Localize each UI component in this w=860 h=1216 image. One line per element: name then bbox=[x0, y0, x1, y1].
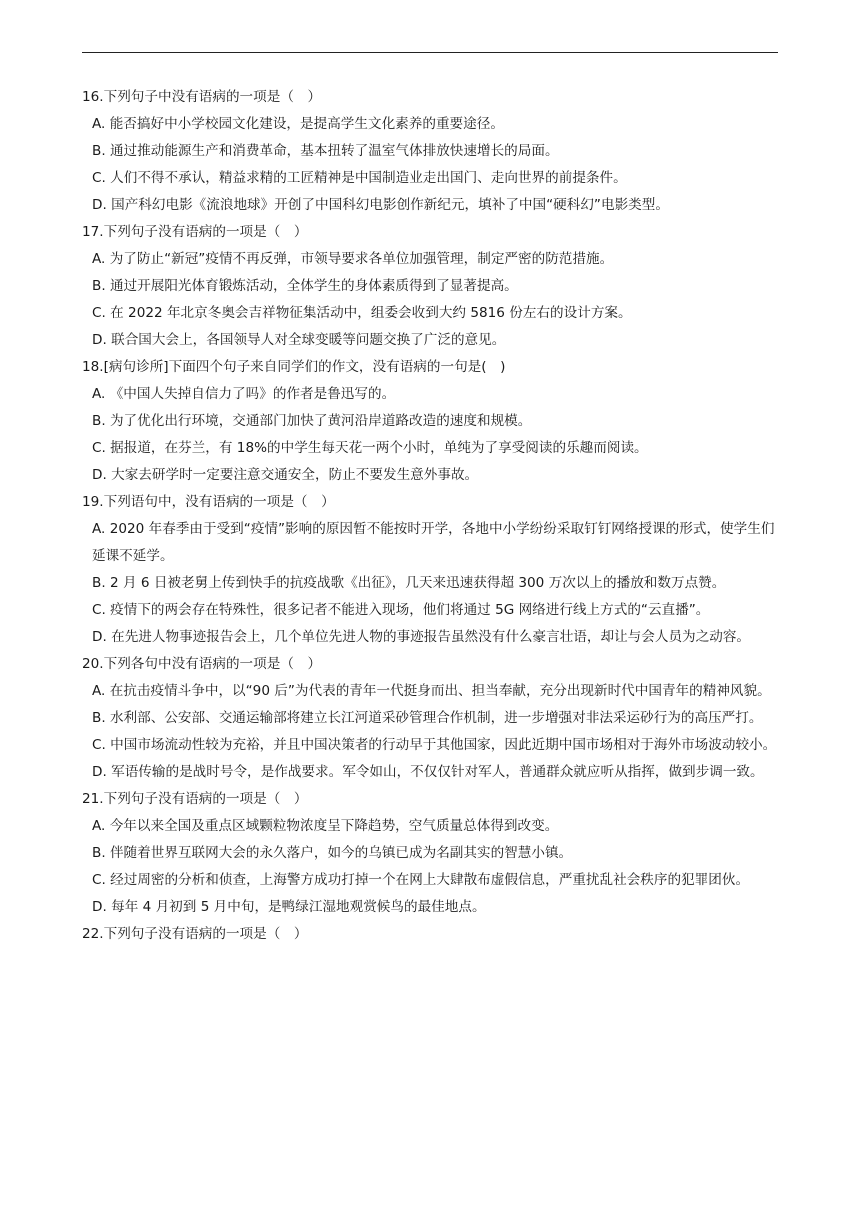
question-stem: 22.下列句子没有语病的一项是（ ） bbox=[82, 926, 308, 942]
option-a: A. 2020 年春季由于受到“疫情”影响的原因暂不能按时开学，各地中小学纷纷采取钉钉网络授课的形式，使学生们延课不延学。 bbox=[92, 521, 775, 564]
question-20 bbox=[82, 651, 782, 786]
option-d: D. 军语传输的是战时号令，是作战要求。军令如山，不仅仅针对军人，普通群众就应听从指挥，做到步调一致。 bbox=[92, 764, 764, 780]
option-a: A. 为了防止“新冠”疫情不再反弹，市领导要求各单位加强管理，制定严密的防范措施。 bbox=[92, 251, 614, 267]
option-d: D. 大家去研学时一定要注意交通安全，防止不要发生意外事故。 bbox=[92, 467, 479, 483]
option-b: B. 水利部、公安部、交通运输部将建立长江河道采砂管理合作机制，进一步增强对非法采运砂行为的高压严打。 bbox=[92, 710, 763, 726]
option-b: B. 为了优化出行环境，交通部门加快了黄河沿岸道路改造的速度和规模。 bbox=[92, 413, 532, 429]
question-stem: 20.下列各句中没有语病的一项是（ ） bbox=[82, 656, 322, 672]
option-c: C. 在 2022 年北京冬奥会吉祥物征集活动中，组委会收到大约 5816 份左右的设计方案。 bbox=[92, 305, 632, 321]
option-d: D. 在先进人物事迹报告会上，几个单位先进人物的事迹报告虽然没有什么豪言壮语，却让与会人员为之动容。 bbox=[92, 629, 751, 645]
question-stem: 16.下列句子中没有语病的一项是（ ） bbox=[82, 89, 322, 105]
question-21 bbox=[82, 786, 782, 921]
option-c: C. 疫情下的两会存在特殊性，很多记者不能进入现场，他们将通过 5G 网络进行线上方式的“云直播”。 bbox=[92, 602, 710, 618]
option-c: C. 经过周密的分析和侦查，上海警方成功打掉一个在网上大肆散布虚假信息，严重扰乱社会秩序的犯罪团伙。 bbox=[92, 872, 750, 888]
question-list bbox=[82, 84, 782, 948]
question-stem: 19.下列语句中，没有语病的一项是（ ） bbox=[82, 494, 335, 510]
option-a: A. 在抗击疫情斗争中，以“90 后”为代表的青年一代挺身而出、担当奉献，充分出现新时代中国青年的精神风貌。 bbox=[92, 683, 771, 699]
option-a: A. 《中国人失掉自信力了吗》的作者是鲁迅写的。 bbox=[92, 386, 396, 402]
question-stem: 21.下列句子没有语病的一项是（ ） bbox=[82, 791, 308, 807]
option-b: B. 2 月 6 日被老舅上传到快手的抗疫战歌《出征》，几天来迅速获得超 300 万次以上的播放和数万点赞。 bbox=[92, 575, 726, 591]
option-d: D. 国产科幻电影《流浪地球》开创了中国科幻电影创作新纪元，填补了中国“硬科幻”电影类型。 bbox=[92, 197, 669, 213]
option-a: A. 能否搞好中小学校园文化建设，是提高学生文化素养的重要途径。 bbox=[92, 116, 504, 132]
question-22 bbox=[82, 921, 782, 948]
option-b: B. 通过开展阳光体育锻炼活动，全体学生的身体素质得到了显著提高。 bbox=[92, 278, 518, 294]
option-c: C. 中国市场流动性较为充裕，并且中国决策者的行动早于其他国家，因此近期中国市场相对于海外市场波动较小。 bbox=[92, 737, 777, 753]
option-d: D. 每年 4 月初到 5 月中旬，是鸭绿江湿地观赏候鸟的最佳地点。 bbox=[92, 899, 486, 915]
question-16 bbox=[82, 84, 782, 219]
question-18 bbox=[82, 354, 782, 489]
option-d: D. 联合国大会上，各国领导人对全球变暖等问题交换了广泛的意见。 bbox=[92, 332, 506, 348]
header-rule bbox=[82, 52, 778, 53]
option-b: B. 伴随着世界互联网大会的永久落户，如今的乌镇已成为名副其实的智慧小镇。 bbox=[92, 845, 573, 861]
question-stem: 17.下列句子没有语病的一项是（ ） bbox=[82, 224, 308, 240]
option-c: C. 据报道，在芬兰，有 18%的中学生每天花一两个小时，单纯为了享受阅读的乐趣而阅读。 bbox=[92, 440, 648, 456]
question-17 bbox=[82, 219, 782, 354]
option-c: C. 人们不得不承认，精益求精的工匠精神是中国制造业走出国门、走向世界的前提条件。 bbox=[92, 170, 627, 186]
question-19 bbox=[82, 489, 782, 651]
option-b: B. 通过推动能源生产和消费革命，基本扭转了温室气体排放快速增长的局面。 bbox=[92, 143, 559, 159]
option-a: A. 今年以来全国及重点区域颗粒物浓度呈下降趋势，空气质量总体得到改变。 bbox=[92, 818, 559, 834]
question-stem: 18.[病句诊所]下面四个句子来自同学们的作文，没有语病的一句是( ) bbox=[82, 359, 506, 375]
